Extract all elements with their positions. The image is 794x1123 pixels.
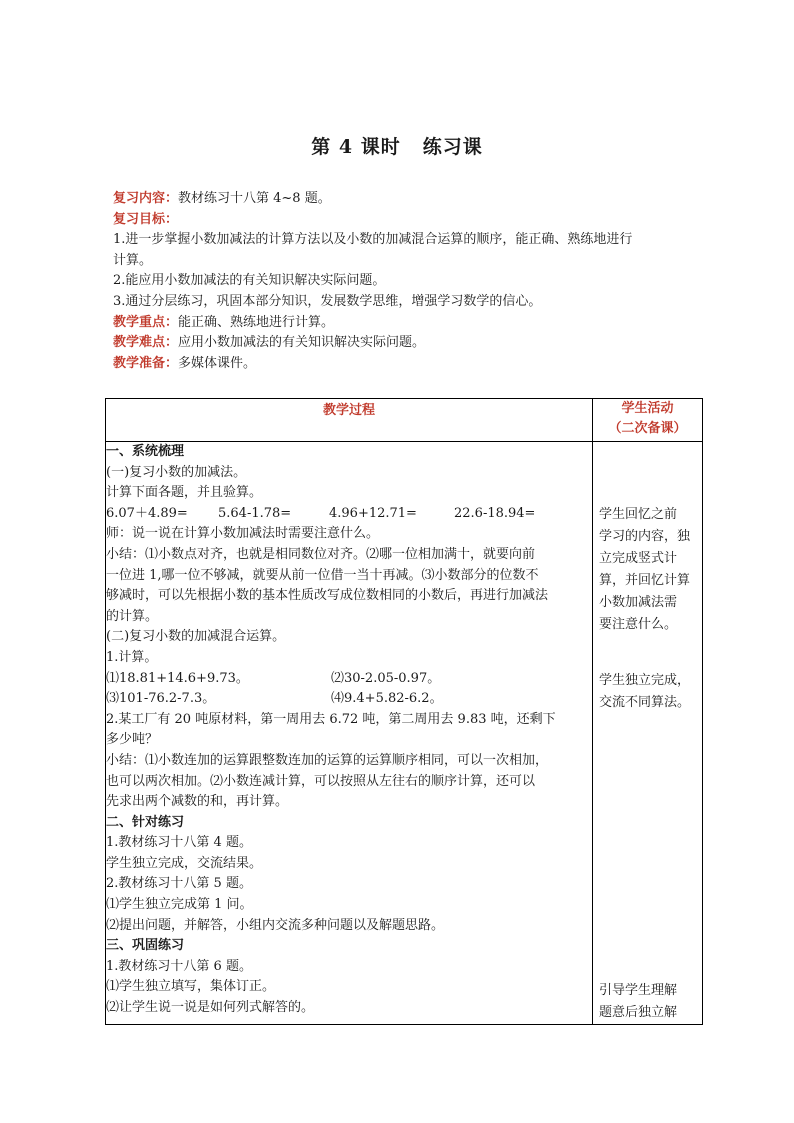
expr-item: ⑵30-2.05-0.97。 xyxy=(331,670,441,686)
activity-line: 小数加减法需 xyxy=(599,595,678,610)
difficulty-line xyxy=(113,333,693,354)
review-content-label: 复习内容： xyxy=(113,191,179,206)
review-goals-line xyxy=(113,210,693,231)
calc-item: 5.64-1.78= xyxy=(218,505,292,521)
activity-line: 学习的内容，独 xyxy=(599,529,691,544)
summary-line: 小结：⑴小数点对齐，也就是相同数位对齐。⑵哪一位相加满十，就要向前 xyxy=(106,546,536,562)
word-problem-line: 多少吨？ xyxy=(106,732,159,748)
practice-line: ⑴学生独立完成第 1 问。 xyxy=(106,897,253,913)
table-header-row xyxy=(106,399,703,442)
preparation-label: 教学准备： xyxy=(113,355,179,371)
expr-item: ⑷9.4+5.82-6.2。 xyxy=(331,691,443,707)
expr-row xyxy=(106,669,592,690)
preparation-text: 多媒体课件。 xyxy=(178,355,257,371)
key-point-label: 教学重点： xyxy=(113,314,179,330)
table-body-row xyxy=(106,442,703,1025)
activity-note xyxy=(599,980,695,1024)
subsection-title: (一)复习小数的加减法。 xyxy=(106,464,247,480)
key-point-line xyxy=(113,313,693,334)
section-title: 三、巩固练习 xyxy=(106,938,185,954)
title-topic: 练习课 xyxy=(422,136,483,158)
preparation-line xyxy=(113,354,693,375)
review-content-line xyxy=(113,189,693,210)
practice-line: 1.教材练习十八第 4 题。 xyxy=(106,835,252,851)
difficulty-text: 应用小数加减法的有关知识解决实际问题。 xyxy=(178,335,426,351)
practice-line: ⑵让学生说一说是如何列式解答的。 xyxy=(106,1000,315,1016)
practice-line: 2.教材练习十八第 5 题。 xyxy=(106,876,252,892)
activity-line: 学生回忆之前 xyxy=(599,507,678,522)
activity-line: 立完成竖式计 xyxy=(599,551,678,566)
practice-line: 学生独立完成，交流结果。 xyxy=(106,855,263,871)
summary-line: 一位进 1,哪一位不够减，就要从前一位借一当十再减。⑶小数部分的位数不 xyxy=(106,567,539,583)
header-activity-line2: （二次备课） xyxy=(608,421,687,436)
activity-note xyxy=(599,670,695,714)
header-teaching-process: 教学过程 xyxy=(106,399,593,442)
activity-line: 引导学生理解 xyxy=(599,983,678,998)
summary-line: 小结：⑴小数连加的运算跟整数连加的运算的运算顺序相同，可以一次相加， xyxy=(106,752,549,768)
goal-line: 2.能应用小数加减法的有关知识解决实际问题。 xyxy=(113,273,386,289)
activity-line: 题意后独立解 xyxy=(599,1005,678,1020)
section-title: 一、系统梳理 xyxy=(106,444,185,459)
process-cell xyxy=(106,442,593,1025)
expr-row xyxy=(106,689,592,710)
task-line: 1.计算。 xyxy=(106,649,158,665)
activity-line: 算，并回忆计算 xyxy=(599,573,691,588)
difficulty-label: 教学难点： xyxy=(113,335,179,351)
practice-line: ⑴学生独立填写，集体订正。 xyxy=(106,979,276,995)
expr-item: ⑴18.81+14.6+9.73。 xyxy=(106,670,249,686)
review-content-text: 教材练习十八第 4~8 题。 xyxy=(178,191,331,206)
expr-item: ⑶101-76.2-7.3。 xyxy=(106,691,216,707)
calc-item: 22.6-18.94= xyxy=(454,505,536,521)
calc-item: 6.07＋4.89= xyxy=(106,505,188,521)
goal-line: 3.通过分层练习，巩固本部分知识，发展数学思维，增强学习数学的信心。 xyxy=(113,293,542,309)
section-title: 二、针对练习 xyxy=(106,814,185,830)
activity-note xyxy=(599,504,695,636)
review-goals-label: 复习目标： xyxy=(113,211,179,227)
activity-cell xyxy=(593,442,703,1025)
header-student-activity xyxy=(593,399,703,442)
activity-line: 学生独立完成， xyxy=(599,673,691,688)
summary-line: 够减时，可以先根据小数的基本性质改写成位数相同的小数后，再进行加减法 xyxy=(106,588,549,604)
activity-line: 要注意什么。 xyxy=(599,617,678,632)
title-lesson: 第 4 课时 xyxy=(311,136,401,158)
activity-line: 交流不同算法。 xyxy=(599,695,691,710)
lesson-intro xyxy=(113,189,693,374)
teacher-question: 师：说一说在计算小数加减法时需要注意什么。 xyxy=(106,526,380,542)
word-problem-line: 2.某工厂有 20 吨原材料，第一周用去 6.72 吨，第二周用去 9.83 吨，还剩下 xyxy=(106,711,556,727)
subsection-title: (二)复习小数的加减混合运算。 xyxy=(106,629,286,645)
calc-row xyxy=(106,504,592,525)
summary-line: 先求出两个减数的和，再计算。 xyxy=(106,794,289,810)
practice-line: 1.教材练习十八第 6 题。 xyxy=(106,958,252,974)
key-point-text: 能正确、熟练地进行计算。 xyxy=(178,314,335,330)
summary-line: 也可以两次相加。⑵小数连减计算，可以按照从左往右的顺序计算，还可以 xyxy=(106,773,536,789)
task-line: 计算下面各题，并且验算。 xyxy=(106,485,263,501)
header-activity-line1: 学生活动 xyxy=(621,401,674,416)
teaching-process-table xyxy=(105,398,703,1025)
page-title xyxy=(0,132,794,159)
goal-line: 计算。 xyxy=(113,252,153,268)
calc-item: 4.96+12.71= xyxy=(329,505,417,521)
practice-line: ⑵提出问题，并解答，小组内交流多种问题以及解题思路。 xyxy=(106,917,445,933)
goal-line: 1.进一步掌握小数加减法的计算方法以及小数的加减混合运算的顺序，能正确、熟练地进行 xyxy=(113,232,633,248)
summary-line: 的计算。 xyxy=(106,608,159,624)
